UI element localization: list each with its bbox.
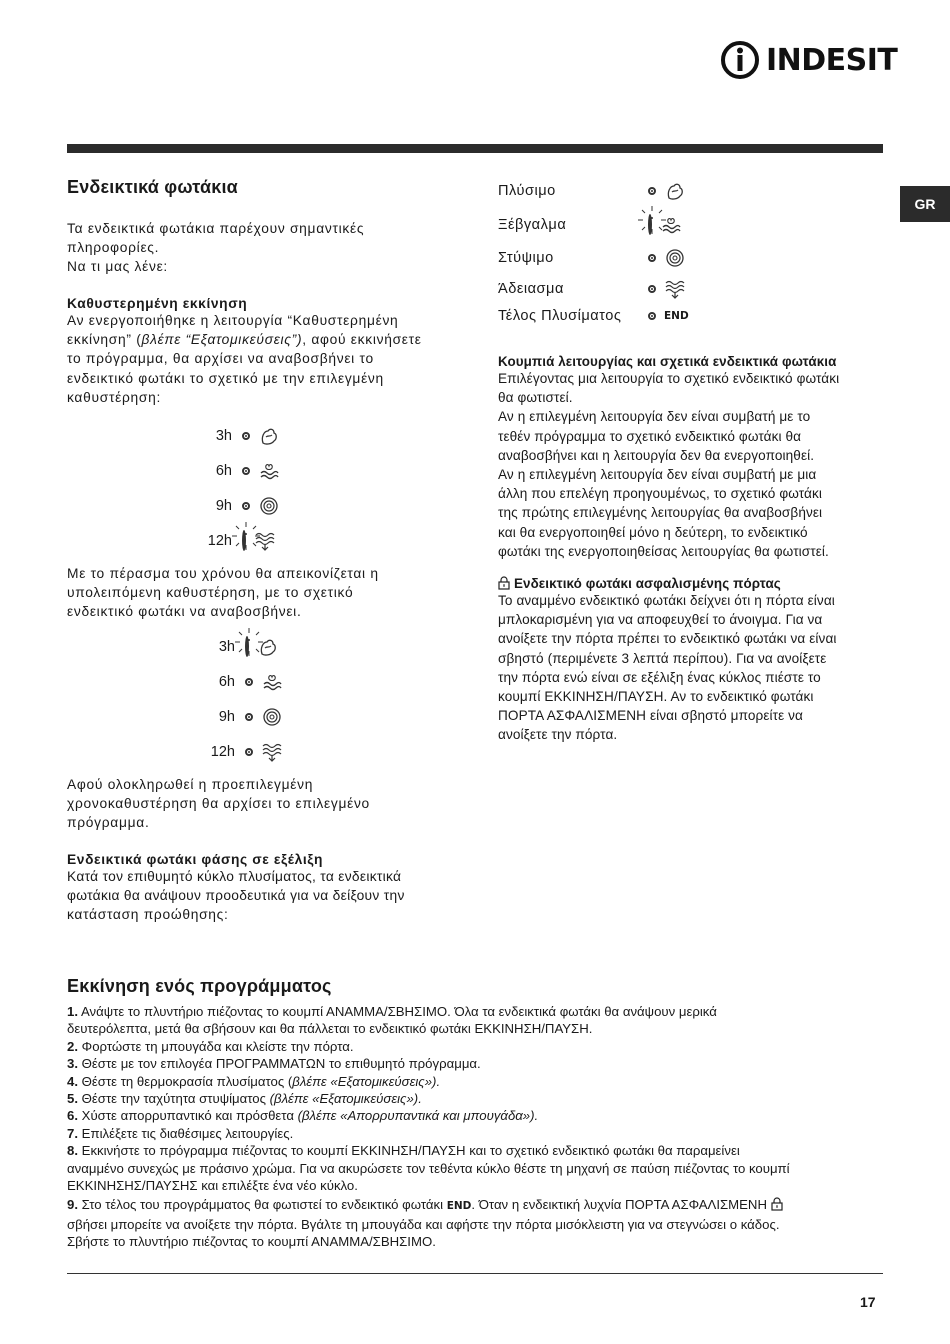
timer-row <box>199 741 283 763</box>
led-indicator <box>648 254 656 262</box>
intro-line: πληροφορίες. <box>67 240 160 256</box>
function-buttons-block <box>498 354 888 561</box>
paragraph-line: την πόρτα ενώ είναι σε εξέλιξη ένας κύκλος πιέστε το <box>498 669 821 685</box>
timer-label: 6h <box>215 463 232 479</box>
step-6: 6. Χύστε απορρυπαντικό και πρόσθετα (βλέπε «Απορρυπαντικά και μπουγάδα»). <box>67 1108 539 1124</box>
page-number: 17 <box>860 1294 876 1310</box>
paragraph-line: Αν ενεργοποιήθηκε η λειτουργία “Καθυστερημένη <box>67 313 399 328</box>
led-indicator <box>648 285 656 293</box>
step-1: 1. Ανάψτε το πλυντήριο πιέζοντας το κουμπί ΑΝΑΜΜΑ/ΣΒΗΣΙΜΟ. Όλα τα ενδεικτικά φωτάκι θα ανάψουν μερικά <box>67 1004 717 1019</box>
paragraph-line: και θα ενεργοποιηθεί μόνο η δεύτερη, το ενδεικτικό <box>498 524 808 540</box>
intro-line: Να τι μας λένε: <box>67 259 168 275</box>
paragraph-line: φωτάκι της ενεργοποιηθείσας λειτουργίας θα φωτιστεί. <box>498 543 829 559</box>
intro-line: Τα ενδεικτικά φωτάκια παρέχουν σημαντικές <box>67 221 365 236</box>
paragraph-line: εκκίνηση” (βλέπε “Εξατομικεύσεις”), αφού εκκινήσετε <box>67 332 422 348</box>
phase-row-spin <box>498 247 686 269</box>
paragraph-line: ΠΟΡΤΑ ΑΣΦΑΛΙΣΜΕΝΗ είναι σβηστό μπορείτε να <box>498 708 803 724</box>
paragraph-line: σβηστό (περιμένετε 3 λεπτά περίπου). Για να ανοίξετε <box>498 650 827 666</box>
phase-row-wash <box>498 180 686 202</box>
led-indicator <box>242 467 250 475</box>
paragraph-line: αναβοσβήνει και η λειτουργία δεν θα ενεργοποιηθεί. <box>498 447 815 463</box>
led-indicator <box>242 502 250 510</box>
header-rule <box>67 144 883 153</box>
phase-label: Άδειασμα <box>498 281 564 297</box>
door-lock-block <box>498 576 888 745</box>
section-title-indicator-lights: Ενδεικτικά φωτάκια <box>67 177 238 197</box>
led-indicator <box>245 748 253 756</box>
phase-label: Τέλος Πλυσίματος <box>498 308 622 324</box>
step-4: 4. Θέστε τη θερμοκρασία πλυσίματος (βλέπε «Εξατομικεύσεις»). <box>67 1073 441 1089</box>
timer-row-active <box>196 530 276 552</box>
step-2: 2. Φορτώστε τη μπουγάδα και κλείστε την πόρτα. <box>67 1038 354 1054</box>
paragraph-line: χρονοκαθυστέρηση θα αρχίσει το επιλεγμένο <box>67 796 370 812</box>
paragraph-line: φωτάκια θα ανάψουν προοδευτικά για να δείξουν την <box>67 888 405 904</box>
rinse-icon <box>261 671 283 693</box>
timer-label: 9h <box>218 709 235 725</box>
paragraph-line: ανοίξετε την πόρτα. <box>498 727 618 743</box>
timer-row <box>196 425 280 447</box>
timer-label: 9h <box>215 498 232 514</box>
step-8-cont: ΕΚΚΙΝΗΣΗΣ/ΠΑΥΣΗΣ και επιλέξτε ένα νέο κύκλο. <box>67 1178 358 1194</box>
step-3: 3. Θέστε με τον επιλογέα ΠΡΟΓΡΑΜΜΑΤΩΝ το επιθυμητό πρόγραμμα. <box>67 1056 481 1072</box>
led-indicator <box>245 713 253 721</box>
step-8: 8. Εκκινήστε το πρόγραμμα πιέζοντας το κουμπί ΕΚΚΙΝΗΣΗ/ΠΑΥΣΗ και το σχετικό ενδεικτικό φωτάκι θα παραμείνει <box>67 1143 740 1159</box>
paragraph-line: Κατά τον επιθυμητό κύκλο πλυσίματος, τα ενδεικτικά <box>67 869 402 884</box>
paragraph-line: μπλοκαρισμένη για να αποφευχθεί το άνοιγμα. Για να <box>498 612 823 628</box>
end-label: END <box>446 1200 472 1213</box>
paragraph-line: κατάσταση προώθησης: <box>67 907 229 923</box>
timer-row <box>199 706 283 728</box>
led-indicator <box>242 432 250 440</box>
delayed-start-title: Καθυστερημένη εκκίνηση <box>67 296 248 311</box>
phase-row-drain <box>498 278 686 300</box>
delay-timer-lights-b <box>199 634 299 774</box>
phase-label: Στύψιμο <box>498 250 554 266</box>
intro-text <box>67 219 457 277</box>
timer-label: 6h <box>218 674 235 690</box>
step-1-cont: δευτερόλεπτα, μετά θα σβήσουν και θα πάλλεται το ενδεικτικό φωτάκι ΕΚΚΙΝΗΣΗ/ΠΑΥΣΗ. <box>67 1021 593 1037</box>
delayed-start-block <box>67 296 457 407</box>
timer-label: 12h <box>207 533 232 549</box>
timer-label: 12h <box>210 744 235 760</box>
phase-in-progress-block <box>67 852 457 925</box>
brand-logo <box>720 40 897 80</box>
delay-progress-text <box>67 564 457 622</box>
step-9-cont: σβήσει μπορείτε να ανοίξετε την πόρτα. Βγάλτε τη μπουγάδα και αφήστε την πόρτα μισόκλειστη για να στεγνώσει ο κάδος. <box>67 1216 780 1232</box>
paragraph-line: Επιλέγοντας μια λειτουργία το σχετικό ενδεικτικό φωτάκι <box>498 371 840 386</box>
drain-icon <box>261 741 283 763</box>
start-program-section <box>67 976 883 1251</box>
end-label: END <box>664 310 689 322</box>
paragraph-line: ανοίξετε την πόρτα πρέπει το ενδεικτικό φωτάκι να είναι <box>498 631 837 647</box>
paragraph-line: Με το πέρασμα του χρόνου θα απεικονίζεται η <box>67 566 379 581</box>
phase-lights <box>498 180 758 330</box>
wash-icon <box>258 425 280 447</box>
paragraph-line: υπολειπόμενη καθυστέρηση, με το σχετικό <box>67 585 354 601</box>
delay-complete-text <box>67 775 457 833</box>
function-buttons-title: Κουμπιά λειτουργίας και σχετικά ενδεικτικά φωτάκια <box>498 354 837 369</box>
step-5: 5. Θέστε την ταχύτητα στυψίματος (βλέπε «Εξατομικεύσεις»). <box>67 1091 422 1107</box>
led-indicator <box>648 312 656 320</box>
rinse-icon <box>258 460 280 482</box>
phase-label: Ξέβγαλμα <box>498 217 567 233</box>
step-8-cont: αναμμένο συνεχώς με πράσινο χρώμα. Για να ακυρώσετε τον τεθέντα κύκλο θέστε τη μηχανή σε παύση πιέζοντας το κουμπί <box>67 1160 790 1176</box>
spin-icon <box>261 706 283 728</box>
paragraph-line: ενδεικτικό φωτάκι το σχετικό με την επιλεγμένη <box>67 370 384 386</box>
phase-label: Πλύσιμο <box>498 183 556 199</box>
blink-rays-icon <box>232 522 260 550</box>
blink-rays-icon <box>638 206 666 234</box>
delay-timer-lights-a <box>196 423 296 563</box>
footer-rule <box>67 1273 883 1274</box>
paragraph-line: άλλη που επελέγη προηγουμένως, το σχετικό φωτάκι <box>498 486 823 502</box>
timer-row <box>199 671 283 693</box>
paragraph-line: της πρώτης επιλεγμένης λειτουργίας θα αναβοσβήνει <box>498 505 823 521</box>
door-lock-title: Ενδεικτικό φωτάκι ασφαλισμένης πόρτας <box>498 576 888 591</box>
paragraph-line: θα φωτιστεί. <box>498 390 573 406</box>
led-indicator <box>648 187 656 195</box>
brand-name: INDESIT <box>766 42 898 78</box>
paragraph-line: ενδεικτικό φωτάκι να αναβοσβήνει. <box>67 604 302 620</box>
led-indicator <box>245 678 253 686</box>
phase-row-rinse <box>498 214 682 236</box>
timer-row <box>196 460 280 482</box>
phase-row-end <box>498 308 689 324</box>
step-7: 7. Επιλέξετε τις διαθέσιμες λειτουργίες. <box>67 1125 294 1141</box>
indesit-logo-icon <box>720 40 760 80</box>
language-tab: GR <box>900 186 950 222</box>
timer-row <box>196 495 280 517</box>
paragraph-line: Αφού ολοκληρωθεί η προεπιλεγμένη <box>67 777 314 792</box>
paragraph-line: τεθέν πρόγραμμα το σχετικό ενδεικτικό φωτάκι θα <box>498 428 802 444</box>
paragraph-line: Αν η επιλεγμένη λειτουργία δεν είναι συμβατή με μια <box>498 467 817 483</box>
padlock-icon <box>498 576 510 590</box>
start-program-title: Εκκίνηση ενός προγράμματος <box>67 976 332 996</box>
blink-rays-icon <box>235 628 263 656</box>
timer-row-active <box>199 636 279 658</box>
paragraph-line: Το αναμμένο ενδεικτικό φωτάκι δείχνει ότι η πόρτα είναι <box>498 593 835 608</box>
paragraph-line: Αν η επιλεγμένη λειτουργία δεν είναι συμβατή με το <box>498 409 811 425</box>
left-column <box>67 177 457 198</box>
drain-icon <box>664 278 686 300</box>
paragraph-line: καθυστέρηση: <box>67 389 161 405</box>
paragraph-line: κουμπί ΕΚΚΙΝΗΣΗ/ΠΑΥΣΗ. Αν το ενδεικτικό φωτάκι <box>498 689 814 705</box>
step-9: 9. Στο τέλος του προγράμματος θα φωτιστεί το ενδεικτικό φωτάκι END. Όταν η ενδεικτική λυχνία ΠΟΡΤΑ ΑΣΦΑΛΙΣΜΕΝΗ <box>67 1196 883 1215</box>
paragraph-line: πρόγραμμα. <box>67 815 150 831</box>
paragraph-line: το πρόγραμμα, θα αρχίσει να αναβοσβήνει το <box>67 351 374 367</box>
phase-title: Ενδεικτικά φωτάκι φάσης σε εξέλιξη <box>67 852 324 867</box>
spin-icon <box>664 247 686 269</box>
timer-label: 3h <box>218 639 235 655</box>
wash-icon <box>664 180 686 202</box>
timer-label: 3h <box>215 428 232 444</box>
padlock-icon <box>771 1197 783 1211</box>
step-9-cont: Σβήστε το πλυντήριο πιέζοντας το κουμπί ΑΝΑΜΜΑ/ΣΒΗΣΙΜΟ. <box>67 1234 436 1250</box>
spin-icon <box>258 495 280 517</box>
